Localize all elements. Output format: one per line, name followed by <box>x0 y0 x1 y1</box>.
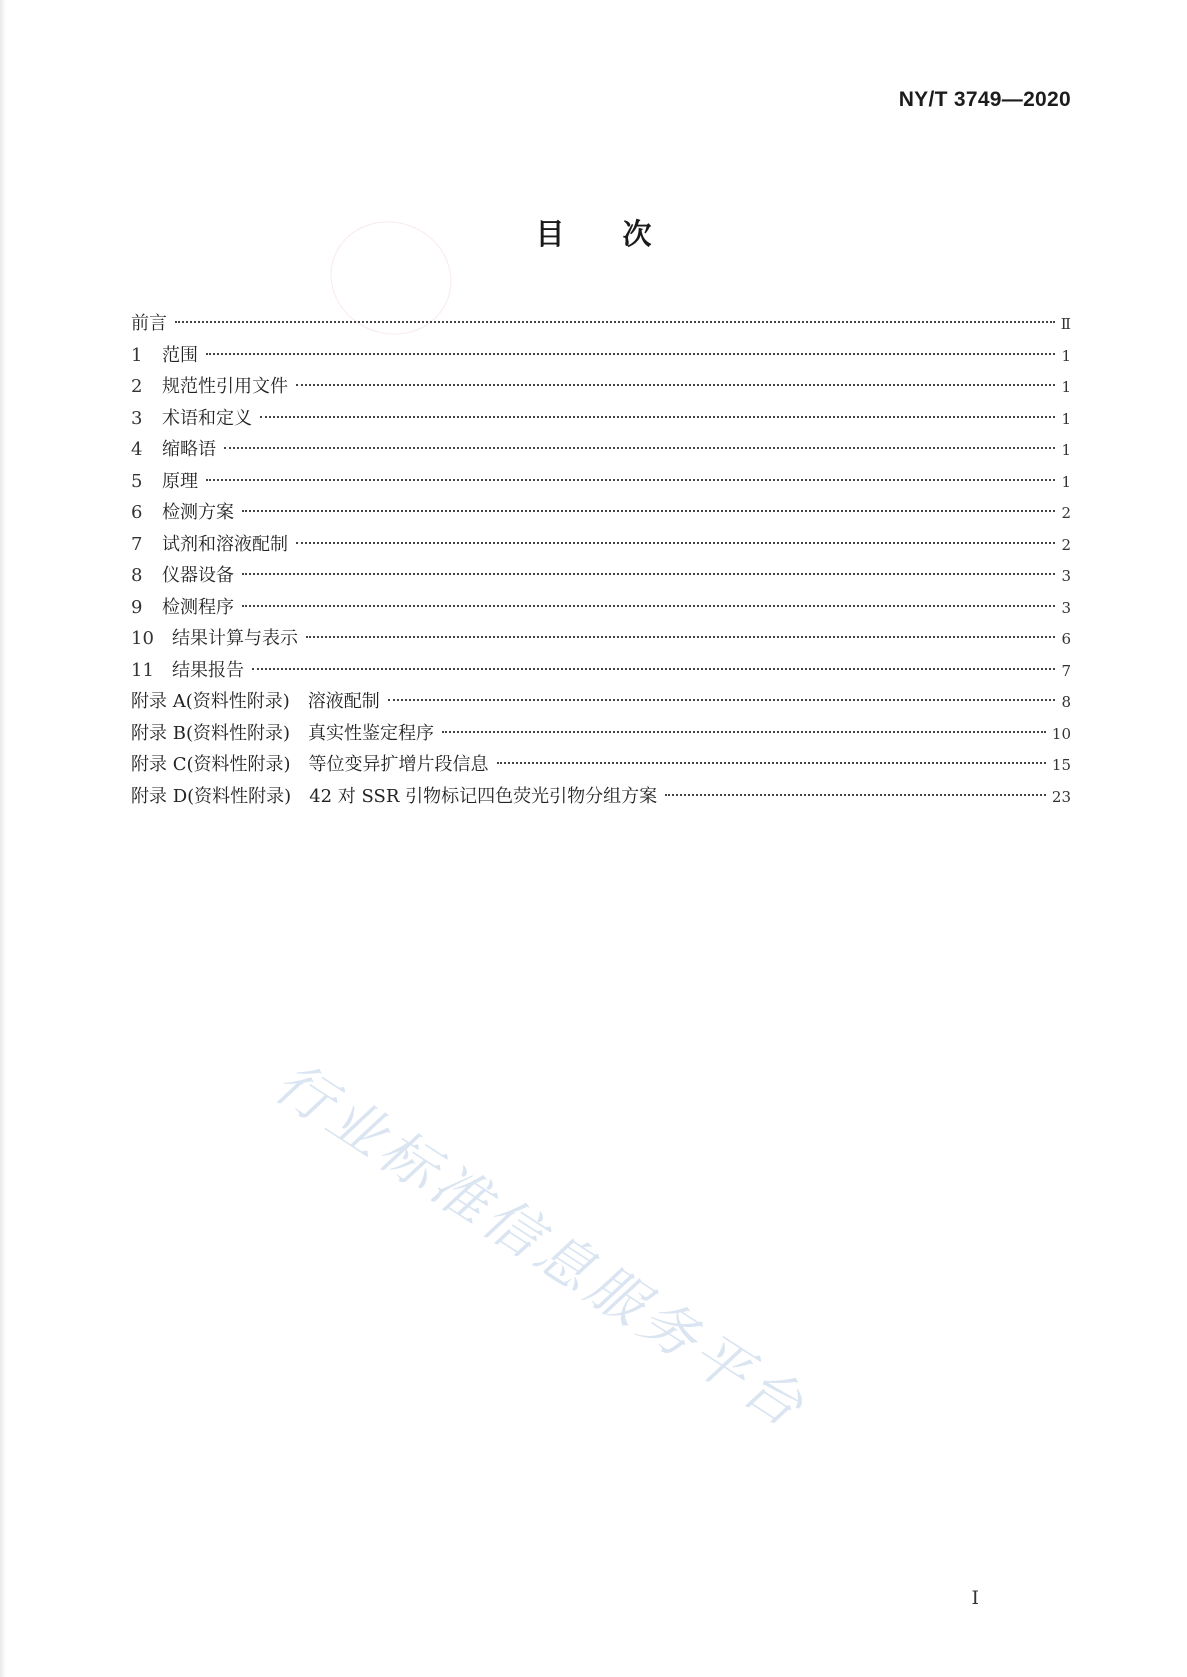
toc-entry-page: 7 <box>1061 661 1071 680</box>
toc-entry-6[interactable] <box>131 497 1071 529</box>
toc-entry-label: 检测程序 <box>162 596 234 618</box>
toc-entry-3[interactable] <box>131 403 1071 435</box>
toc-entry-page: 2 <box>1061 535 1071 554</box>
toc-entry-label: 规范性引用文件 <box>162 376 288 397</box>
toc-list <box>131 308 1071 812</box>
toc-leader-dots <box>224 447 1055 449</box>
toc-entry-number: 10 <box>131 628 154 649</box>
toc-entry-8[interactable] <box>131 560 1071 592</box>
toc-entry-page: 2 <box>1061 504 1071 522</box>
toc-leader-dots <box>242 573 1055 575</box>
toc-entry-number: 4 <box>131 439 143 460</box>
toc-entry-label: 附录 D(资料性附录) 42 对 SSR 引物标记四色荧光引物分组方案 <box>131 785 658 807</box>
toc-leader-dots <box>242 605 1055 607</box>
toc-leader-dots <box>252 668 1055 670</box>
toc-entry-number: 6 <box>131 502 143 523</box>
toc-entry-label: 原理 <box>162 470 198 492</box>
toc-entry-page: 1 <box>1061 346 1071 365</box>
toc-entry-appendix-c[interactable] <box>131 749 1071 781</box>
toc-leader-dots <box>665 794 1046 796</box>
toc-entry-number: 7 <box>131 533 143 555</box>
toc-entry-2[interactable] <box>131 371 1071 403</box>
toc-entry-page: 6 <box>1061 630 1071 648</box>
toc-leader-dots <box>306 636 1055 638</box>
toc-entry-label: 缩略语 <box>162 439 216 460</box>
toc-leader-dots <box>497 762 1046 764</box>
toc-entry-page: 3 <box>1061 567 1071 585</box>
toc-entry-11[interactable] <box>131 655 1071 687</box>
toc-entry-label: 范围 <box>162 344 198 366</box>
toc-entry-label: 前言 <box>131 313 167 334</box>
toc-entry-10[interactable] <box>131 623 1071 655</box>
toc-entry-5[interactable] <box>131 466 1071 498</box>
toc-entry-page: 15 <box>1051 756 1071 774</box>
toc-entry-page: 8 <box>1061 693 1071 711</box>
toc-entry-label: 术语和定义 <box>162 407 252 429</box>
toc-entry-page: 1 <box>1061 378 1071 396</box>
toc-entry-number: 2 <box>131 376 143 397</box>
toc-entry-page: 3 <box>1061 598 1071 617</box>
toc-entry-page: 1 <box>1061 409 1071 428</box>
toc-entry-9[interactable] <box>131 592 1071 624</box>
toc-leader-dots <box>296 384 1055 386</box>
toc-entry-page: 23 <box>1051 787 1071 806</box>
toc-entry-number: 1 <box>131 344 143 366</box>
toc-leader-dots <box>442 731 1046 733</box>
toc-leader-dots <box>260 416 1055 418</box>
watermark: 行业标准信息服务平台 <box>263 1050 819 1443</box>
toc-leader-dots <box>242 510 1055 512</box>
toc-entry-label: 试剂和溶液配制 <box>162 533 288 555</box>
toc-entry-label: 结果报告 <box>172 659 244 681</box>
toc-entry-number: 3 <box>131 407 143 429</box>
toc-leader-dots <box>206 353 1055 355</box>
toc-entry-label: 附录 B(资料性附录) 真实性鉴定程序 <box>131 722 434 744</box>
toc-leader-dots <box>388 699 1055 701</box>
toc-entry-label: 结果计算与表示 <box>172 628 298 649</box>
toc-entry-foreword[interactable] <box>131 308 1071 340</box>
standard-number: NY/T 3749—2020 <box>898 88 1071 111</box>
toc-entry-appendix-b[interactable] <box>131 718 1071 750</box>
toc-entry-page: 10 <box>1051 724 1071 743</box>
toc-entry-appendix-d[interactable] <box>131 781 1071 813</box>
toc-entry-7[interactable] <box>131 529 1071 561</box>
toc-entry-label: 检测方案 <box>162 502 234 523</box>
toc-leader-dots <box>206 479 1055 481</box>
toc-leader-dots <box>175 321 1055 323</box>
toc-entry-number: 9 <box>131 596 143 618</box>
toc-entry-page: 1 <box>1061 472 1071 491</box>
toc-entry-appendix-a[interactable] <box>131 686 1071 718</box>
toc-entry-page: Ⅱ <box>1060 315 1071 333</box>
toc-entry-1[interactable] <box>131 340 1071 372</box>
toc-title: 目次 <box>535 217 710 251</box>
toc-entry-label: 仪器设备 <box>162 565 234 586</box>
toc-entry-page: 1 <box>1061 441 1071 459</box>
toc-leader-dots <box>296 542 1055 544</box>
toc-entry-number: 11 <box>131 659 154 681</box>
toc-entry-label: 附录 A(资料性附录) 溶液配制 <box>131 691 380 712</box>
toc-entry-label: 附录 C(资料性附录) 等位变异扩增片段信息 <box>131 754 489 775</box>
page-number: Ⅰ <box>971 1587 979 1609</box>
toc-entry-number: 5 <box>131 470 143 492</box>
toc-entry-number: 8 <box>131 565 143 586</box>
toc-entry-4[interactable] <box>131 434 1071 466</box>
